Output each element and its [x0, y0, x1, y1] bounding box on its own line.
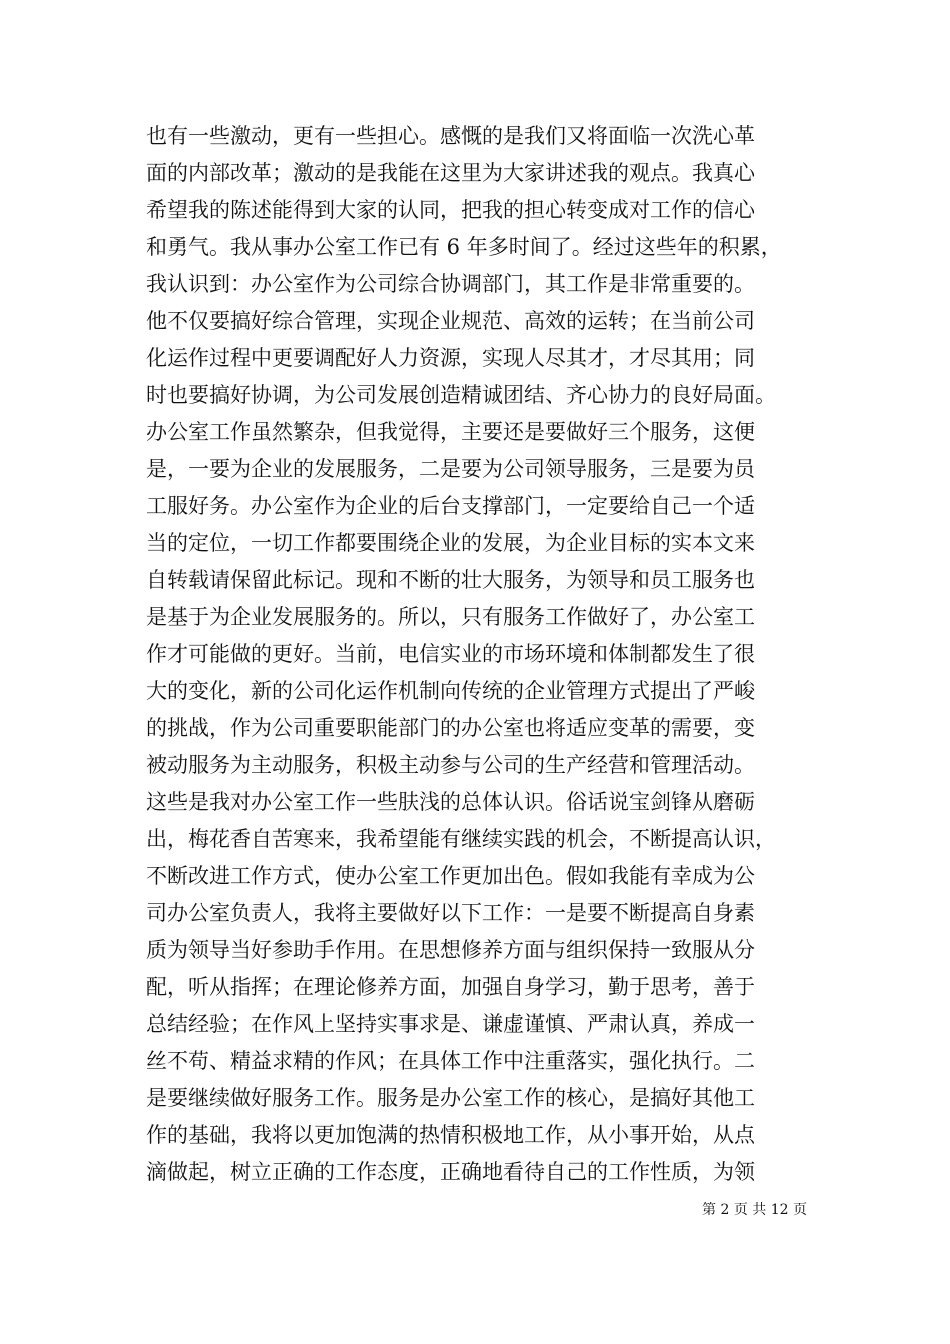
text-line: 也有一些激动，更有一些担心。感慨的是我们又将面临一次洗心革 — [146, 124, 755, 148]
text-line: 工服好务。办公室作为企业的后台支撑部门，一定要给自己一个适 — [146, 494, 755, 518]
text-line: 司办公室负责人，我将主要做好以下工作：一是要不断提高自身素 — [146, 901, 755, 925]
text-line: 作的基础，我将以更加饱满的热情积极地工作，从小事开始，从点 — [146, 1123, 755, 1147]
text-line: 大的变化，新的公司化运作机制向传统的企业管理方式提出了严峻 — [146, 679, 755, 703]
text-line: 是基于为企业发展服务的。所以，只有服务工作做好了，办公室工 — [146, 605, 755, 629]
text-line: 和勇气。我从事办公室工作已有 6 年多时间了。经过这些年的积累， — [146, 235, 782, 259]
text-line: 化运作过程中更要调配好人力资源，实现人尽其才，才尽其用；同 — [146, 346, 755, 370]
body-text — [146, 118, 806, 1191]
text-line: 质为领导当好参助手作用。在思想修养方面与组织保持一致服从分 — [146, 938, 755, 962]
text-line: 办公室工作虽然繁杂，但我觉得，主要还是要做好三个服务，这便 — [146, 420, 755, 444]
text-line: 不断改进工作方式，使办公室工作更加出色。假如我能有幸成为公 — [146, 864, 755, 888]
text-line: 这些是我对办公室工作一些肤浅的总体认识。俗话说宝剑锋从磨砺 — [146, 790, 755, 814]
text-line: 他不仅要搞好综合管理，实现企业规范、高效的运转；在当前公司 — [146, 309, 755, 333]
text-line: 丝不苟、精益求精的作风；在具体工作中注重落实，强化执行。二 — [146, 1049, 755, 1073]
text-line: 出，梅花香自苦寒来，我希望能有继续实践的机会，不断提高认识， — [146, 827, 776, 851]
text-line: 滴做起，树立正确的工作态度，正确地看待自己的工作性质，为领 — [146, 1160, 755, 1184]
text-line: 作才可能做的更好。当前，电信实业的市场环境和体制都发生了很 — [146, 642, 755, 666]
text-line: 面的内部改革；激动的是我能在这里为大家讲述我的观点。我真心 — [146, 161, 755, 185]
text-line: 时也要搞好协调，为公司发展创造精诚团结、齐心协力的良好局面。 — [146, 383, 776, 407]
text-line: 希望我的陈述能得到大家的认同，把我的担心转变成对工作的信心 — [146, 198, 755, 222]
text-line: 自转载请保留此标记。现和不断的壮大服务，为领导和员工服务也 — [146, 568, 755, 592]
text-line: 当的定位，一切工作都要围绕企业的发展，为企业目标的实本文来 — [146, 531, 755, 555]
text-line: 是要继续做好服务工作。服务是办公室工作的核心，是搞好其他工 — [146, 1086, 755, 1110]
text-line: 被动服务为主动服务，积极主动参与公司的生产经营和管理活动。 — [146, 753, 755, 777]
text-line: 我认识到：办公室作为公司综合协调部门，其工作是非常重要的。 — [146, 272, 755, 296]
text-line: 配，听从指挥；在理论修养方面，加强自身学习，勤于思考，善于 — [146, 975, 755, 999]
text-line: 是，一要为企业的发展服务，二是要为公司领导服务，三是要为员 — [146, 457, 755, 481]
text-line: 的挑战，作为公司重要职能部门的办公室也将适应变革的需要，变 — [146, 716, 755, 740]
page-number: 第 2 页 共 12 页 — [702, 1202, 807, 1218]
text-line: 总结经验；在作风上坚持实事求是、谦虚谨慎、严肃认真，养成一 — [146, 1012, 755, 1036]
